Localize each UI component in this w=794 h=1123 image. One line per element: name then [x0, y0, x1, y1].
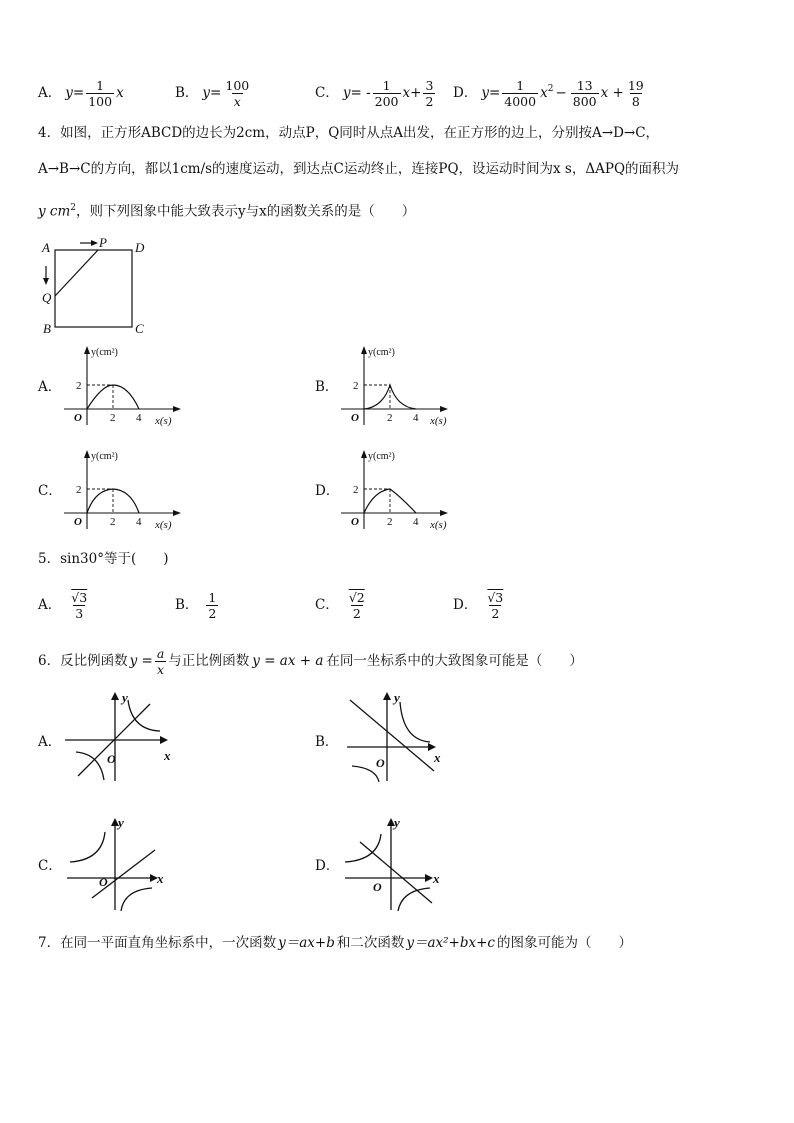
x-axis-label: x [434, 750, 441, 765]
q4-graph-c [62, 447, 187, 532]
q3-a-fraction: $\frac{1}{100}$ [88, 78, 113, 109]
x-tick-2: 2 [110, 516, 116, 528]
y-axis-label: y [122, 690, 128, 705]
q4-line-1: 4．如图，正方形ABCD的边长为2cm，动点P，Q同时从点A出发，在正方形的边上，分别按A→D→C， [38, 125, 660, 141]
q5-option-b: B． $\frac{1}{2}$ [175, 590, 217, 621]
label-c: C [135, 321, 144, 336]
q3-d-var2: x + [600, 84, 624, 101]
q4-option-d-label: D． [315, 483, 340, 499]
y-axis-label: y(cm²) [368, 347, 395, 358]
hyperbola-b-q3 [352, 766, 379, 782]
q6-option-c-label: C． [38, 858, 62, 874]
label-d: D [135, 240, 145, 255]
q5-option-c: C． $\frac{√2}{2}$ [315, 590, 365, 621]
origin-label: O [107, 752, 116, 766]
origin-label: O [74, 412, 82, 424]
q3-d-fraction-2: $\frac{13}{800}$ [572, 78, 597, 109]
x-tick-2: 2 [387, 412, 393, 424]
q4-square-figure [36, 236, 156, 336]
q3-b-lhs: y= [202, 84, 222, 101]
q6-graph-b [342, 688, 462, 783]
x-axis-label: x [164, 748, 171, 763]
origin-label: O [373, 880, 382, 894]
x-tick-4: 4 [413, 412, 419, 424]
y-axis-label: y [394, 690, 400, 705]
q3-option-d [453, 78, 648, 109]
y-axis-label: y [394, 815, 400, 830]
q3-d-lhs: y= [481, 84, 501, 101]
x-axis-label: x(s) [155, 415, 172, 427]
label-q: Q [42, 290, 52, 305]
x-tick-2: 2 [110, 412, 116, 424]
q3-c-lhs: y= - [342, 84, 371, 101]
origin-label: O [351, 516, 359, 528]
q3-option-b [175, 78, 253, 109]
q3-b-label: B． [175, 84, 199, 101]
q4-option-c-label: C． [38, 483, 62, 499]
y-tick-2: 2 [353, 380, 359, 392]
square-abcd [55, 250, 132, 327]
y-axis-label: y [118, 815, 124, 830]
q5-option-a: A． $\frac{√3}{3}$ [38, 590, 88, 621]
q4-graph-d [339, 447, 464, 532]
q6-option-a-label: A． [38, 734, 62, 750]
q5-option-d: D． $\frac{√3}{2}$ [453, 590, 504, 621]
x-tick-4: 4 [413, 516, 419, 528]
q4-graph-a [62, 343, 187, 428]
q3-a-lhs: y= [65, 84, 85, 101]
q3-option-c [315, 78, 437, 109]
q3-d-x2: x [540, 84, 548, 101]
origin-label: O [351, 412, 359, 424]
hyperbola-c-q2 [70, 832, 105, 862]
label-a: A [42, 240, 50, 255]
arrow-q-head [43, 278, 49, 285]
hyperbola-b-q1 [400, 702, 430, 742]
line-b [350, 700, 434, 771]
hyperbola-c-q4 [121, 888, 152, 911]
q3-d-fraction-3: $\frac{19}{8}$ [627, 78, 644, 109]
q6-option-b-label: B． [315, 734, 339, 750]
q3-c-rest: x+ [402, 84, 422, 101]
y-tick-2: 2 [76, 380, 82, 392]
x-tick-2: 2 [387, 516, 393, 528]
y-tick-2: 2 [76, 484, 82, 496]
q4-graph-b [339, 343, 464, 428]
origin-label: O [99, 875, 108, 889]
q6-stem: 6．反比例函数 y = $\frac{a}{x}$ 与正比例函数 y = ax + a 在同一坐标系中的大致图象可能是（ ） [38, 646, 583, 677]
x-axis-label: x [157, 871, 164, 886]
x-axis-label: x(s) [430, 519, 447, 531]
origin-label: O [74, 516, 82, 528]
x-axis-label: x(s) [155, 519, 172, 531]
arrow-p-head [91, 240, 98, 246]
y-axis-label: y(cm²) [91, 347, 118, 358]
origin-label: O [376, 756, 385, 770]
hyperbola-a-q1 [128, 700, 160, 731]
segment-pq [55, 250, 98, 296]
hyperbola-d-q4 [398, 888, 430, 911]
q6-graph-c [62, 812, 182, 912]
x-tick-4: 4 [136, 516, 142, 528]
q3-d-fraction-1: $\frac{1}{4000}$ [504, 78, 537, 109]
q6-option-d-label: D． [315, 858, 340, 874]
x-axis-label: x(s) [430, 415, 447, 427]
hyperbola-d-q2 [345, 834, 381, 862]
q3-d-minus: − [555, 84, 567, 101]
q4-option-a-label: A． [38, 379, 62, 395]
q3-a-var: x [116, 84, 124, 101]
q3-d-label: D． [453, 84, 478, 101]
q3-c-label: C． [315, 84, 339, 101]
line-d [360, 842, 432, 903]
line-c [92, 850, 155, 898]
y-axis-label: y(cm²) [368, 451, 395, 462]
label-b: B [43, 321, 51, 336]
x-tick-4: 4 [136, 412, 142, 424]
q3-a-label: A． [38, 84, 62, 101]
q7-stem: 7．在同一平面直角坐标系中，一次函数 y＝ax+b 和二次函数 y＝ax²+bx+c 的图象可能为（ ） [38, 935, 632, 951]
q3-option-a [38, 78, 124, 109]
q5-stem: 5．sin30°等于( ) [38, 551, 169, 567]
q4-line-2: A→B→C的方向，都以1cm/s的速度运动，到达点C运动终止，连接PQ，设运动时间为x s，ΔAPQ的面积为 [38, 161, 680, 177]
y-tick-2: 2 [353, 484, 359, 496]
q3-c-fraction-1: $\frac{1}{200}$ [374, 78, 399, 109]
q6-graph-a [62, 688, 182, 783]
q3-d-sup: 2 [547, 84, 554, 94]
x-axis-label: x [433, 871, 440, 886]
q3-b-fraction: $\frac{100}{x}$ [225, 78, 250, 109]
q3-c-fraction-2: $\frac{3}{2}$ [425, 78, 434, 109]
q4-option-b-label: B． [315, 379, 339, 395]
q6-graph-d [340, 812, 460, 912]
y-axis-label: y(cm²) [91, 451, 118, 462]
q4-line-3: y $cm^2$，则下列图象中能大致表示y与x的函数关系的是（ ） [38, 203, 416, 220]
label-p: P [99, 236, 107, 250]
hyperbola-a-q3 [76, 752, 104, 780]
